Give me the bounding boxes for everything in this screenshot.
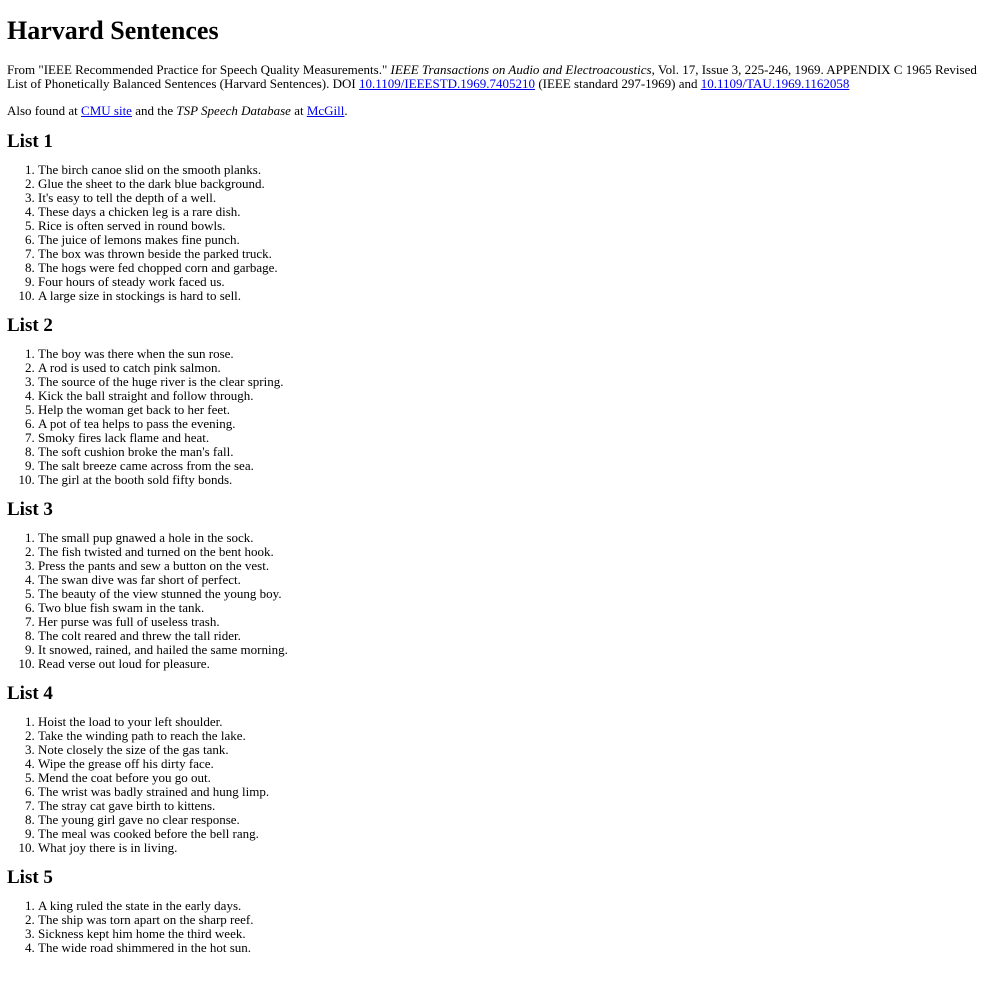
sentence-lists	[7, 131, 993, 955]
list-item: 4. These days a chicken leg is a rare dish.	[38, 205, 993, 219]
list-item: 9. It snowed, rained, and hailed the same morning.	[38, 643, 993, 657]
list-item: 2. The ship was torn apart on the sharp reef.	[38, 913, 993, 927]
list-item: 3. It's easy to tell the depth of a well.	[38, 191, 993, 205]
doi-link-ieeestd[interactable]: 10.1109/IEEESTD.1969.7405210	[358, 76, 536, 91]
intro-paragraph	[7, 63, 993, 91]
also-prefix: Also found at	[7, 103, 82, 118]
list-item: 8. The soft cushion broke the man's fall.	[38, 445, 993, 459]
sentence-list-section	[7, 499, 993, 671]
list-item: 7. Smoky fires lack flame and heat.	[38, 431, 993, 445]
list-item: 10. A large size in stockings is hard to sell.	[38, 289, 993, 303]
list-item: 3. The source of the huge river is the clear spring.	[38, 375, 993, 389]
list-item: 5. The beauty of the view stunned the young boy.	[38, 587, 993, 601]
doi-link-tau[interactable]: 10.1109/TAU.1969.1162058	[700, 76, 850, 91]
list-item: 8. The colt reared and threw the tall rider.	[38, 629, 993, 643]
list-item: 9. Four hours of steady work faced us.	[38, 275, 993, 289]
list-item: 1. The small pup gnawed a hole in the sock.	[38, 531, 993, 545]
mcgill-link[interactable]: McGill	[306, 103, 345, 118]
sentence-list-section	[7, 683, 993, 855]
list-item: 9. The meal was cooked before the bell rang.	[38, 827, 993, 841]
list-item: 2. Glue the sheet to the dark blue background.	[38, 177, 993, 191]
list-item: 7. Her purse was full of useless trash.	[38, 615, 993, 629]
also-at: at	[290, 103, 307, 118]
list-item: 1. The birch canoe slid on the smooth planks.	[38, 163, 993, 177]
list-item: 2. Take the winding path to reach the lake.	[38, 729, 993, 743]
list-item: 10. The girl at the booth sold fifty bonds.	[38, 473, 993, 487]
list-item: 6. The wrist was badly strained and hung limp.	[38, 785, 993, 799]
list-item: 5. Help the woman get back to her feet.	[38, 403, 993, 417]
list-item: 3. Press the pants and sew a button on the vest.	[38, 559, 993, 573]
list-item: 9. The salt breeze came across from the sea.	[38, 459, 993, 473]
intro-text-middle: , Vol. 17, Issue 3, 225-246, 1969. APPENDIX C 1965 Revised List of Phonetically Balanced Sentences (Harvard Sentences). DOI	[7, 62, 977, 91]
list-item: 7. The box was thrown beside the parked truck.	[38, 247, 993, 261]
list-item: 1. Hoist the load to your left shoulder.	[38, 715, 993, 729]
intro-text-start: From "IEEE Recommended Practice for Speech Quality Measurements."	[7, 62, 391, 77]
list-heading: List 1	[7, 131, 53, 152]
list-item: 10. Read verse out loud for pleasure.	[38, 657, 993, 671]
list-item: 2. A rod is used to catch pink salmon.	[38, 361, 993, 375]
sentence-list-section	[7, 315, 993, 487]
sentence-list	[7, 531, 993, 671]
list-heading: List 2	[7, 315, 53, 336]
sentence-list-section	[7, 867, 993, 955]
also-and-the: and the	[131, 103, 177, 118]
list-item: 6. Two blue fish swam in the tank.	[38, 601, 993, 615]
list-item: 4. The swan dive was far short of perfect.	[38, 573, 993, 587]
list-item: 10. What joy there is in living.	[38, 841, 993, 855]
list-item: 1. The boy was there when the sun rose.	[38, 347, 993, 361]
list-heading: List 3	[7, 499, 53, 520]
also-found-paragraph	[7, 104, 993, 118]
list-item: 7. The stray cat gave birth to kittens.	[38, 799, 993, 813]
list-item: 4. Kick the ball straight and follow through.	[38, 389, 993, 403]
list-item: 6. The juice of lemons makes fine punch.	[38, 233, 993, 247]
list-item: 8. The young girl gave no clear response.	[38, 813, 993, 827]
list-item: 4. Wipe the grease off his dirty face.	[38, 757, 993, 771]
tsp-database-name: TSP Speech Database	[176, 103, 291, 118]
also-end: .	[344, 103, 348, 118]
list-heading: List 5	[7, 867, 53, 888]
list-item: 5. Mend the coat before you go out.	[38, 771, 993, 785]
list-item: 4. The wide road shimmered in the hot sun.	[38, 941, 993, 955]
intro-text-standard: (IEEE standard 297-1969) and	[535, 76, 701, 91]
list-heading: List 4	[7, 683, 53, 704]
sentence-list-section	[7, 131, 993, 303]
sentence-list	[7, 899, 993, 955]
journal-title: IEEE Transactions on Audio and Electroacoustics	[390, 62, 652, 77]
sentence-list	[7, 715, 993, 855]
cmu-site-link[interactable]: CMU site	[81, 103, 132, 118]
list-item: 8. The hogs were fed chopped corn and garbage.	[38, 261, 993, 275]
list-item: 3. Sickness kept him home the third week.	[38, 927, 993, 941]
list-item: 1. A king ruled the state in the early days.	[38, 899, 993, 913]
sentence-list	[7, 163, 993, 303]
page-title: Harvard Sentences	[7, 16, 219, 45]
list-item: 5. Rice is often served in round bowls.	[38, 219, 993, 233]
list-item: 2. The fish twisted and turned on the bent hook.	[38, 545, 993, 559]
list-item: 3. Note closely the size of the gas tank.	[38, 743, 993, 757]
list-item: 6. A pot of tea helps to pass the evening.	[38, 417, 993, 431]
sentence-list	[7, 347, 993, 487]
